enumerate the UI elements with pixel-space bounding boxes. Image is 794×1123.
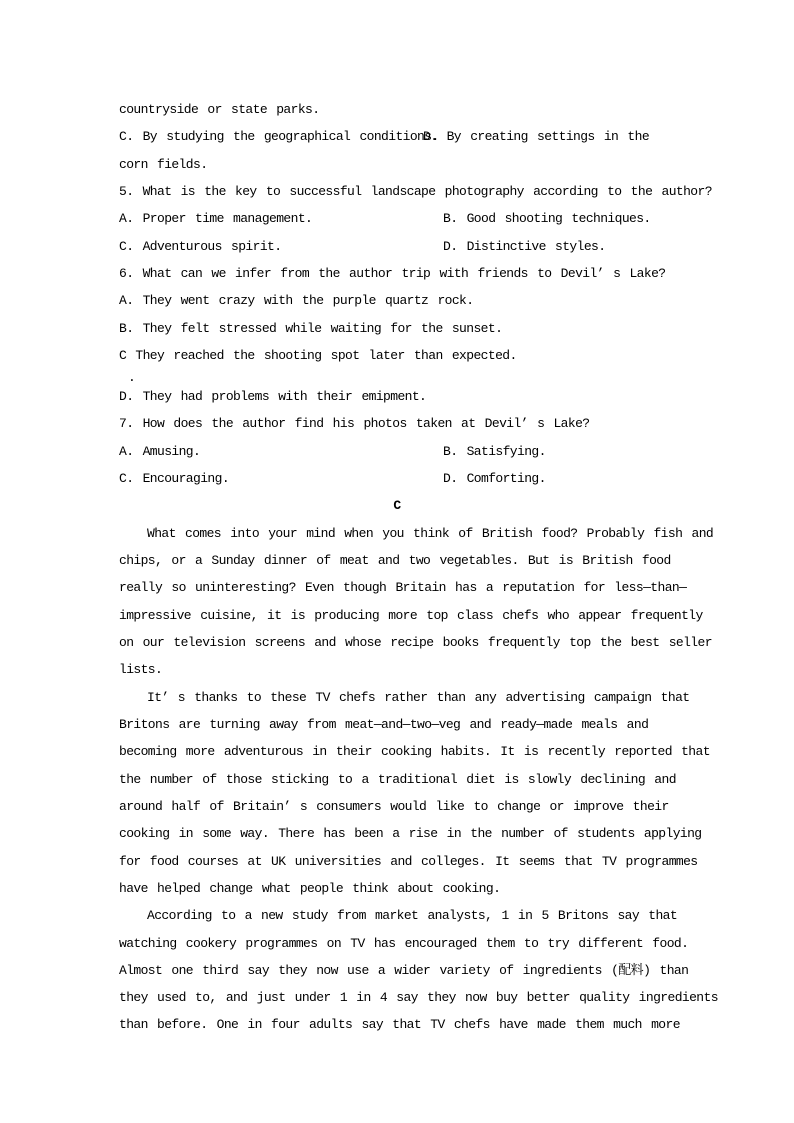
passage-paragraph-2-line-3: becoming more adventurous in their cooking habits. It is recently reported that xyxy=(119,744,710,760)
q7-option-d: D. Comforting. xyxy=(443,470,546,486)
q7-option-a: A. Amusing. xyxy=(119,443,201,459)
q7-option-b: B. Satisfying. xyxy=(443,443,546,459)
q5-option-b: B. Good shooting techniques. xyxy=(443,211,651,227)
passage-paragraph-2-line-6: cooking in some way. There has been a rise in the number of students applying xyxy=(119,826,702,842)
q6-option-a: A. They went crazy with the purple quartz rock. xyxy=(119,293,474,309)
passage-paragraph-1-line-2: chips, or a Sunday dinner of meat and two vegetables. But is British food xyxy=(119,552,671,568)
passage-paragraph-1-line-1: What comes into your mind when you think of British food? Probably fish and xyxy=(147,525,714,541)
q7-option-c: C. Encouraging. xyxy=(119,470,230,486)
q6-option-c: C They reached the shooting spot later than expected. xyxy=(119,347,517,363)
passage-paragraph-2-line-4: the number of those sticking to a traditional diet is slowly declining and xyxy=(119,771,676,787)
q6-option-b: B. They felt stressed while waiting for the sunset. xyxy=(119,320,503,336)
passage-paragraph-1-line-4: impressive cuisine, it is producing more top class chefs who appear frequently xyxy=(119,607,703,623)
q5-options-row-ab xyxy=(119,209,736,236)
question-7-stem: 7. How does the author find his photos taken at Devil’ s Lake? xyxy=(119,416,590,432)
passage-paragraph-2-line-2: Britons are turning away from meat—and—two—veg and ready—made meals and xyxy=(119,716,649,732)
q4-option-d-tail: corn fields. xyxy=(119,156,208,172)
passage-paragraph-1-line-3: really so uninteresting? Even though Britain has a reputation for less—than— xyxy=(119,580,687,596)
passage-paragraph-2-line-7: for food courses at UK universities and colleges. It seems that TV programmes xyxy=(119,853,698,869)
q5-option-c: C. Adventurous spirit. xyxy=(119,238,282,254)
passage-paragraph-3-line-2: watching cookery programmes on TV has encouraged them to try different food. xyxy=(119,935,689,951)
question-6-stem: 6. What can we infer from the author trip with friends to Devil’ s Lake? xyxy=(119,265,666,281)
q7-options-row-cd xyxy=(119,469,736,496)
q4-option-c: C. By studying the geographical conditions. xyxy=(119,129,439,145)
q4-options-row xyxy=(119,127,736,154)
q4-option-d: D. By creating settings in the xyxy=(423,129,650,145)
passage-paragraph-2-line-8: have helped change what people think about cooking. xyxy=(119,880,501,896)
passage-paragraph-1-line-5: on our television screens and whose recipe books frequently top the best seller xyxy=(119,634,712,650)
q5-option-a: A. Proper time management. xyxy=(119,211,313,227)
q7-options-row-ab xyxy=(119,442,736,469)
q6-option-d: D. They had problems with their emipment. xyxy=(119,388,427,404)
passage-paragraph-3-line-4: they used to, and just under 1 in 4 say they now buy better quality ingredients xyxy=(119,990,718,1006)
q6-option-c-orphan-period: . xyxy=(128,370,136,386)
q5-option-d: D. Distinctive styles. xyxy=(443,238,606,254)
q4-option-b-tail: countryside or state parks. xyxy=(119,102,320,117)
passage-paragraph-3-line-5: than before. One in four adults say that TV chefs have made them much more xyxy=(119,1017,680,1033)
passage-paragraph-3-line-1: According to a new study from market analysts, 1 in 5 Britons say that xyxy=(147,908,678,924)
passage-paragraph-3-line-3: Almost one third say they now use a wider variety of ingredients (配料) than xyxy=(119,962,689,978)
q5-options-row-cd xyxy=(119,237,736,264)
passage-paragraph-1-line-6: lists. xyxy=(119,662,163,678)
question-5-stem: 5. What is the key to successful landscape photography according to the author? xyxy=(119,183,712,199)
passage-c-header: C xyxy=(393,498,401,514)
passage-paragraph-2-line-1: It’ s thanks to these TV chefs rather than any advertising campaign that xyxy=(147,689,690,705)
passage-paragraph-2-line-5: around half of Britain’ s consumers would like to change or improve their xyxy=(119,798,669,814)
